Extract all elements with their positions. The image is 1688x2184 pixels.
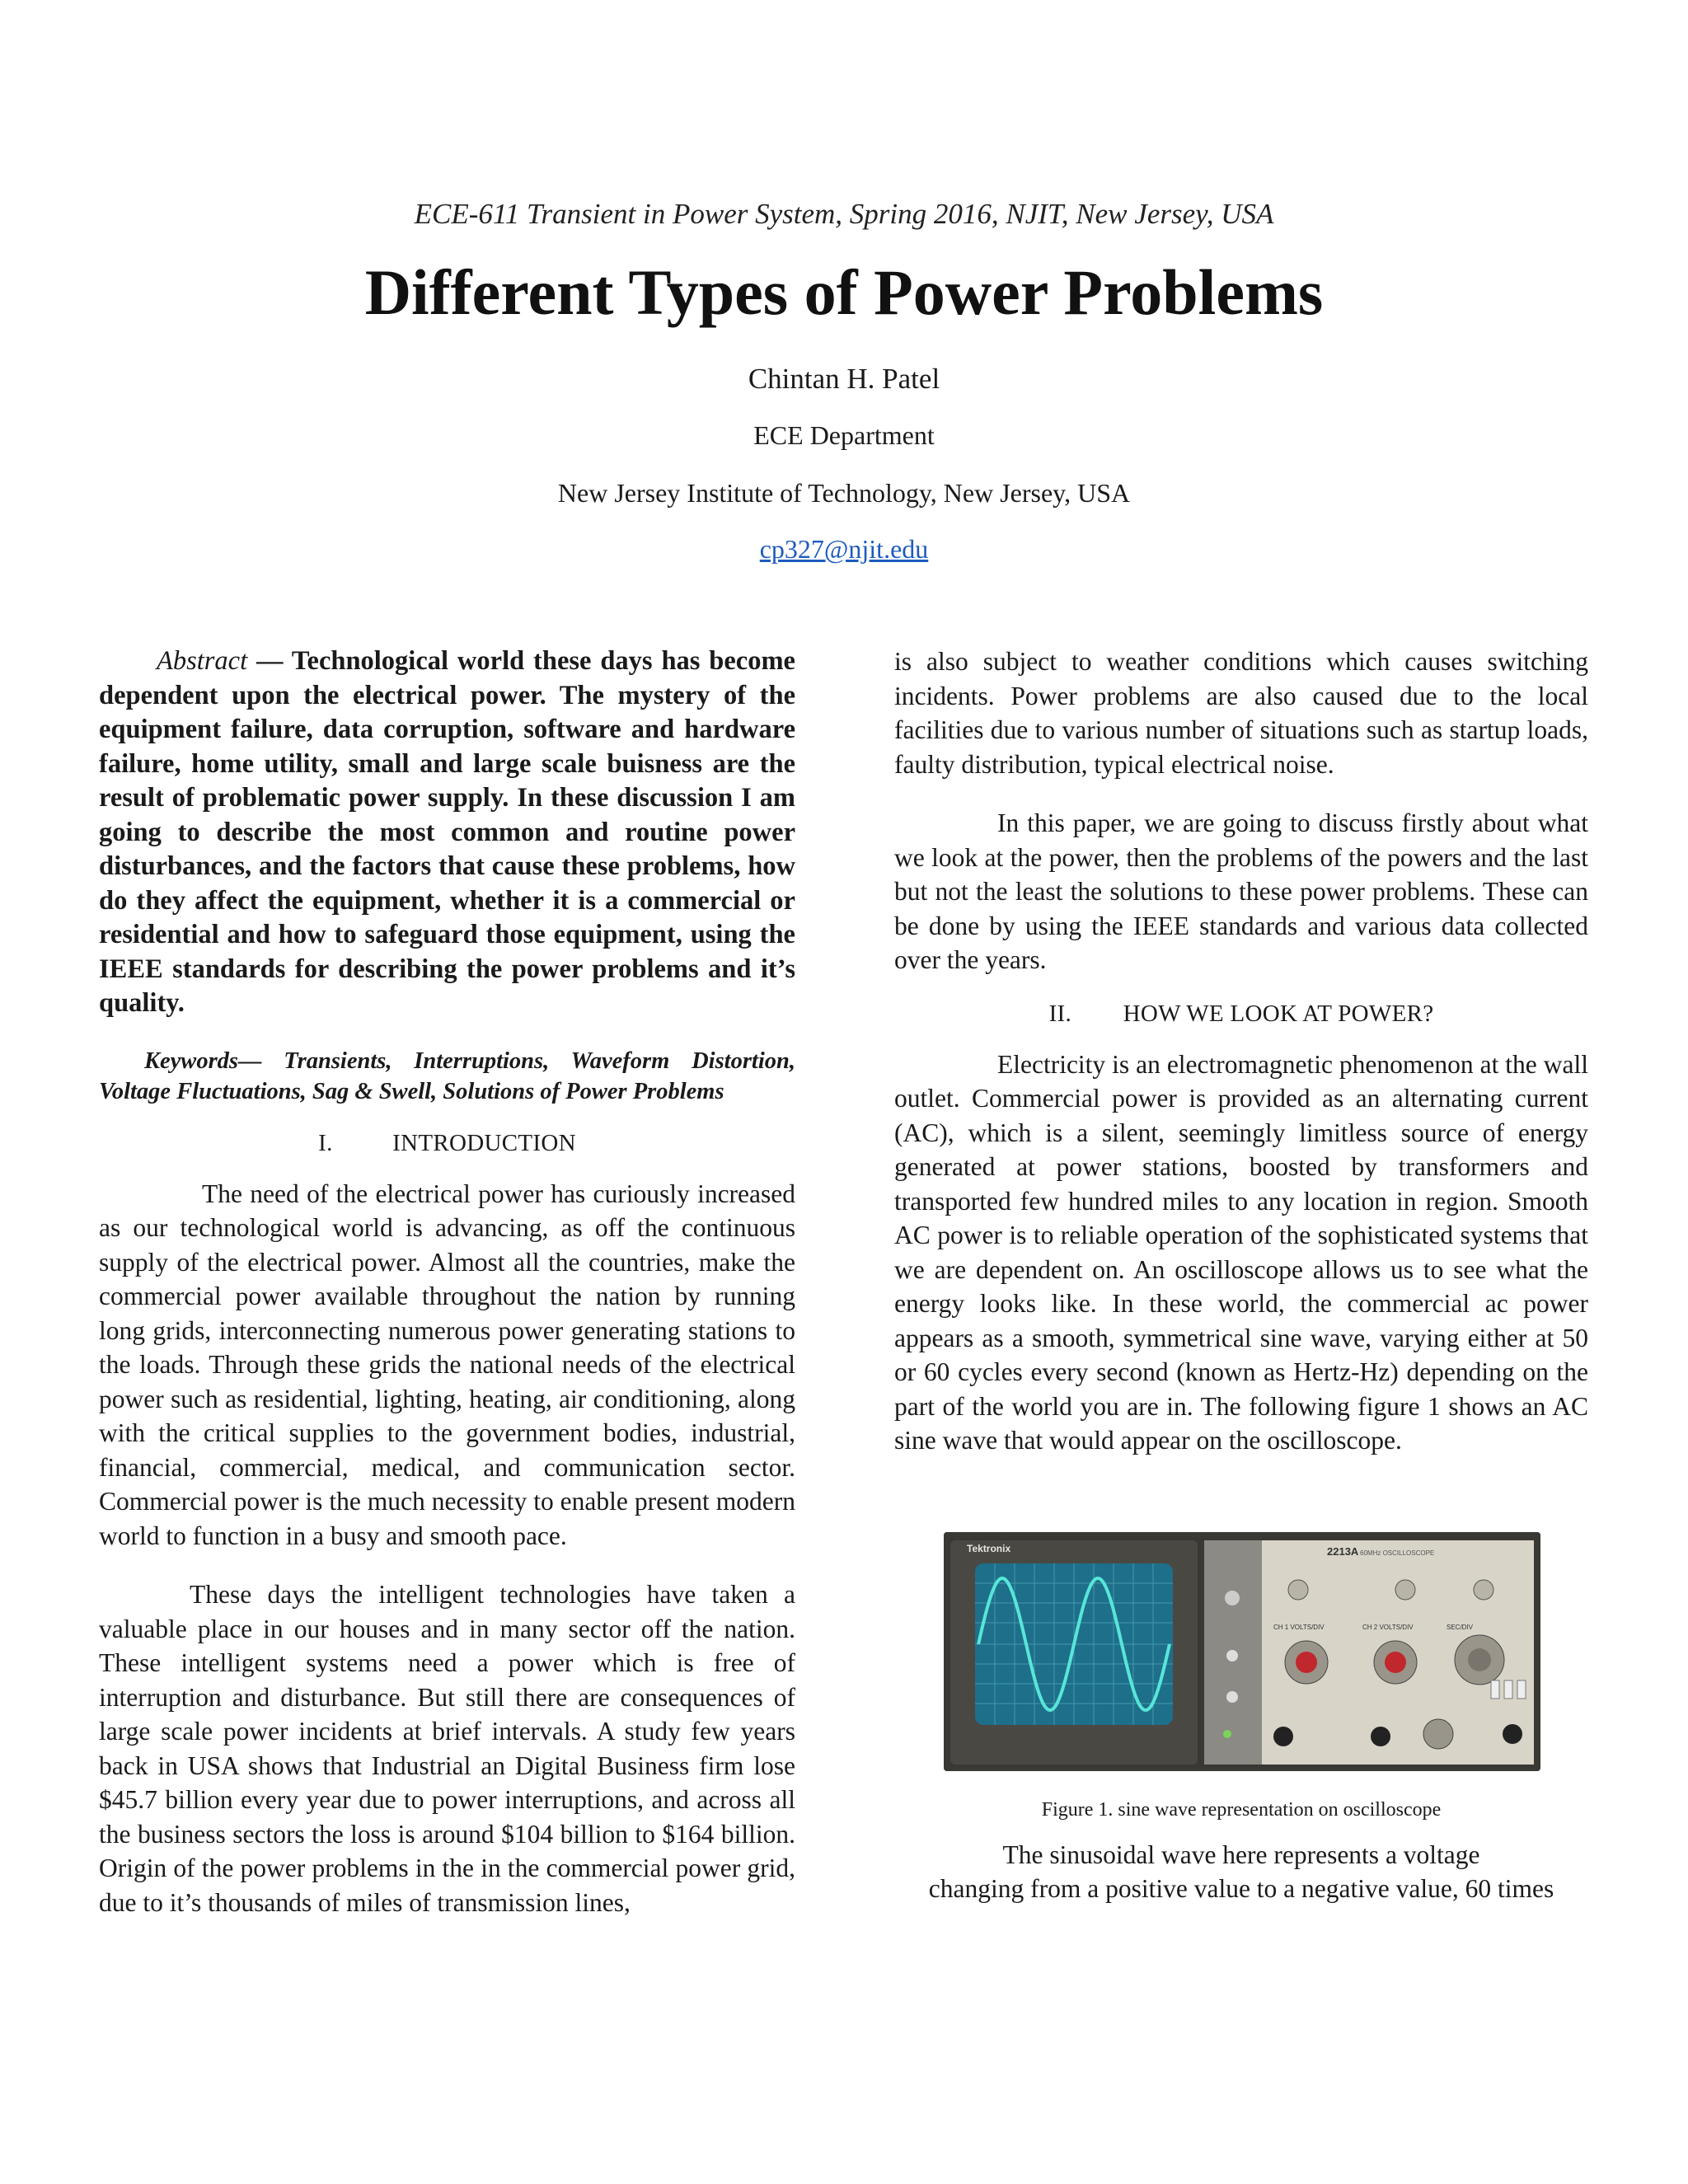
intro-paragraph-3: is also subject to weather conditions which causes switching incidents. Power problems are also caused due to the local facilities due to various number of situations such as startup loads, faulty distribution, typical electrical noise. <box>894 647 1588 779</box>
intro-paragraph-1: The need of the electrical power has curiously increased as our technological world is advancing, as off the continuous supply of the electrical power. Almost all the countries, make the commercial power available throughout the nation by running long grids, interconnecting numerous power generating stations to the loads. Through these grids the national needs of the electrical power such as residential, lighting, heating, air conditioning, along with the critical supplies to the government bodies, industrial, financial, commercial, medical, and communication sector. Commercial power is the much necessity to enable present modern world to function in a busy and smooth pace. <box>99 1179 795 1550</box>
ch2-label: CH 2 VOLTS/DIV <box>1362 1623 1414 1631</box>
keywords <box>99 1046 795 1107</box>
section-title: INTRODUCTION <box>392 1129 576 1156</box>
right-column <box>894 644 1588 1906</box>
intro-paragraph-2: These days the intelligent technologies have taken a valuable place in our houses and in many sector off the nation. These intelligent systems need a power which is free of interruption and disturbance. But still there are consequences of large scale power incidents at brief intervals. A study few years back in USA shows that Industrial an Digital Business firm lose $45.7 billion every year due to power interruptions, and across all the business sectors the loss is around $104 billion to $164 billion. Origin of the power problems in the in the commercial power grid, due to it’s thousands of miles of transmission lines, <box>99 1580 795 1917</box>
post-figure-text <box>894 1838 1588 1906</box>
brand-label: Tektronix <box>967 1542 1011 1554</box>
power-paragraph-1: Electricity is an electromagnetic phenomenon at the wall outlet. Commercial power is provided as an alternating current (AC), which is a silent, seemingly limitless source of energy generated at power stations, boosted by transformers and transported few hundred miles to any location in region. Smooth AC power is to reliable operation of the sophisticated systems that we are dependent on. An oscilloscope allows us to see what the energy looks like. In these world, the commercial ac power appears as a smooth, symmetrical sine wave, varying either at 50 or 60 cycles every second (known as Hertz-Hz) depending on the part of the world you are in. The following figure 1 shows an AC sine wave that would appear on the oscilloscope. <box>894 1049 1588 1455</box>
figure-caption: Figure 1. sine wave representation on oscilloscope <box>1041 1798 1442 1821</box>
abstract-text: Technological world these days has become dependent upon the electrical power. The mystery of the equipment failure, data corruption, software and hardware failure, home utility, small and large scale buisness are the result of problematic power supply. In these discussion I am going to describe the most common and routine power disturbances, and the factors that cause these problems, how do they affect the equipment, whether it is a commercial or residential and how to safeguard those equipment, using the IEEE standards for describing the power problems and it’s quality. <box>99 646 795 1018</box>
model-label: 2213A <box>1327 1544 1359 1558</box>
left-column <box>99 644 795 1919</box>
conference-header: ECE-611 Transient in Power System, Spring 2016, NJIT, New Jersey, USA <box>414 198 1274 230</box>
keywords-text: Transients, Interruptions, Waveform Distortion, Voltage Fluctuations, Sag & Swell, Solutions of Power Problems <box>99 1047 795 1104</box>
paper-title: Different Types of Power Problems <box>364 256 1324 328</box>
department: ECE Department <box>753 420 935 450</box>
institution: New Jersey Institute of Technology, New Jersey, USA <box>557 478 1131 508</box>
post-figure-line-1: The sinusoidal wave here represents a voltage <box>1002 1840 1480 1869</box>
post-figure-line-2: changing from a positive value to a negative value, 60 times <box>928 1874 1554 1903</box>
model-sub-label: 60MHz OSCILLOSCOPE <box>1360 1549 1435 1557</box>
section-heading-introduction <box>99 1130 795 1157</box>
oscilloscope-figure <box>944 1532 1540 1771</box>
section-title: HOW WE LOOK AT POWER? <box>1123 1000 1434 1027</box>
oscilloscope-image <box>944 1532 1540 1771</box>
intro-paragraph-4: In this paper, we are going to discuss firstly about what we look at the power, then the problems of the powers and the last but not the least the solutions to these power problems. These can be done by using the IEEE standards and various data collected over the years. <box>894 808 1588 974</box>
section-heading-power <box>894 1001 1588 1028</box>
abstract <box>99 644 795 1021</box>
abstract-dash: — <box>247 646 292 676</box>
section-number: II. <box>1048 1000 1072 1027</box>
section-number: I. <box>318 1129 333 1156</box>
ch1-label: CH 1 VOLTS/DIV <box>1273 1623 1325 1631</box>
email-line <box>0 534 1688 565</box>
author-name: Chintan H. Patel <box>748 363 940 395</box>
sec-label: SEC/DIV <box>1447 1623 1474 1631</box>
keywords-label: Keywords— <box>144 1047 262 1074</box>
email-link[interactable]: cp327@njit.edu <box>759 534 929 564</box>
abstract-label: Abstract <box>157 646 248 676</box>
switches <box>1491 1680 1526 1699</box>
